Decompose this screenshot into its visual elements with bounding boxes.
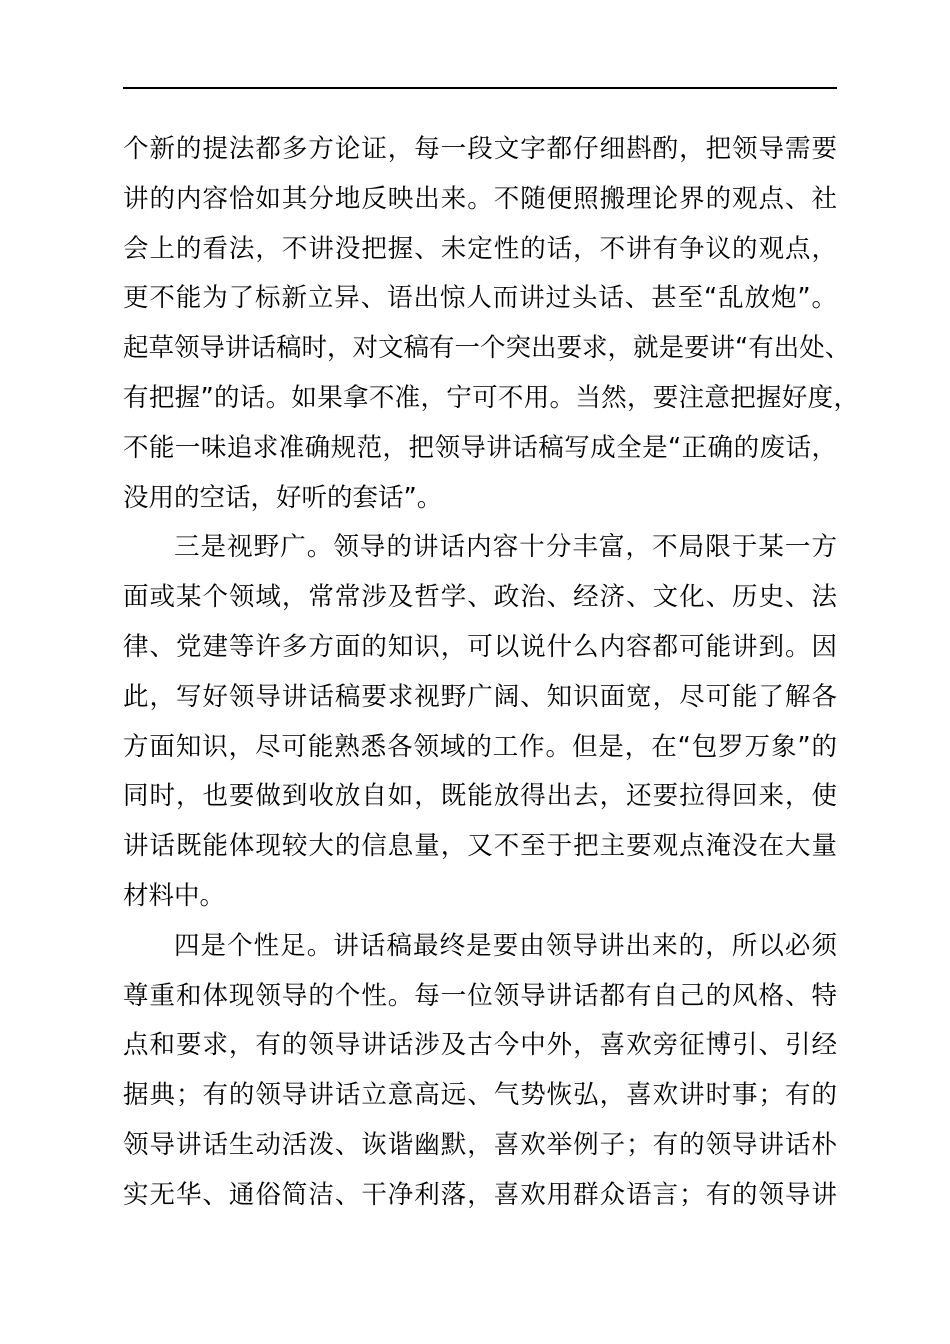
text-line: 律、党建等许多方面的知识，可以说什么内容都可能讲到。因 <box>123 631 837 662</box>
text-line: 面或某个领域，常常涉及哲学、政治、经济、文化、历史、法 <box>123 582 837 613</box>
paragraph-start-line: 三是视野广。领导的讲话内容十分丰富，不局限于某一方 <box>174 532 837 563</box>
text-line: 领导讲话生动活泼、诙谐幽默，喜欢举例子；有的领导讲话朴 <box>123 1129 837 1160</box>
paragraph-start-line: 四是个性足。讲话稿最终是要由领导讲出来的，所以必须 <box>174 930 837 961</box>
text-line: 起草领导讲话稿时，对文稿有一个突出要求，就是要讲“有出处、 <box>123 333 851 364</box>
text-line: 同时，也要做到收放自如，既能放得出去，还要拉得回来，使 <box>123 781 837 812</box>
text-line: 此，写好领导讲话稿要求视野广阔、知识面宽，尽可能了解各 <box>123 681 837 712</box>
text-line: 讲的内容恰如其分地反映出来。不随便照搬理论界的观点、社 <box>123 183 837 214</box>
text-line: 有把握”的话。如果拿不准，宁可不用。当然，要注意把握好度， <box>123 382 859 413</box>
text-line: 会上的看法，不讲没把握、未定性的话，不讲有争议的观点， <box>123 233 837 264</box>
header-rule <box>123 87 837 89</box>
text-line: 据典；有的领导讲话立意高远、气势恢弘，喜欢讲时事；有的 <box>123 1080 837 1111</box>
text-line: 方面知识，尽可能熟悉各领域的工作。但是，在“包罗万象”的 <box>123 731 837 762</box>
text-line: 没用的空话，好听的套话”。 <box>123 482 443 513</box>
text-line: 个新的提法都多方论证，每一段文字都仔细斟酌，把领导需要 <box>123 134 837 164</box>
text-line: 尊重和体现领导的个性。每一位领导讲话都有自己的风格、特 <box>123 980 837 1011</box>
text-line: 实无华、通俗简洁、干净利落，喜欢用群众语言；有的领导讲 <box>123 1179 837 1210</box>
text-line: 更不能为了标新立异、语出惊人而讲过头话、甚至“乱放炮”。 <box>123 283 837 314</box>
text-line: 材料中。 <box>123 880 226 911</box>
document-body <box>123 125 859 1221</box>
text-line: 不能一味追求准确规范，把领导讲话稿写成全是“正确的废话， <box>123 432 837 463</box>
text-line: 点和要求，有的领导讲话涉及古今中外，喜欢旁征博引、引经 <box>123 1030 837 1061</box>
text-line: 讲话既能体现较大的信息量，又不至于把主要观点淹没在大量 <box>123 831 837 862</box>
